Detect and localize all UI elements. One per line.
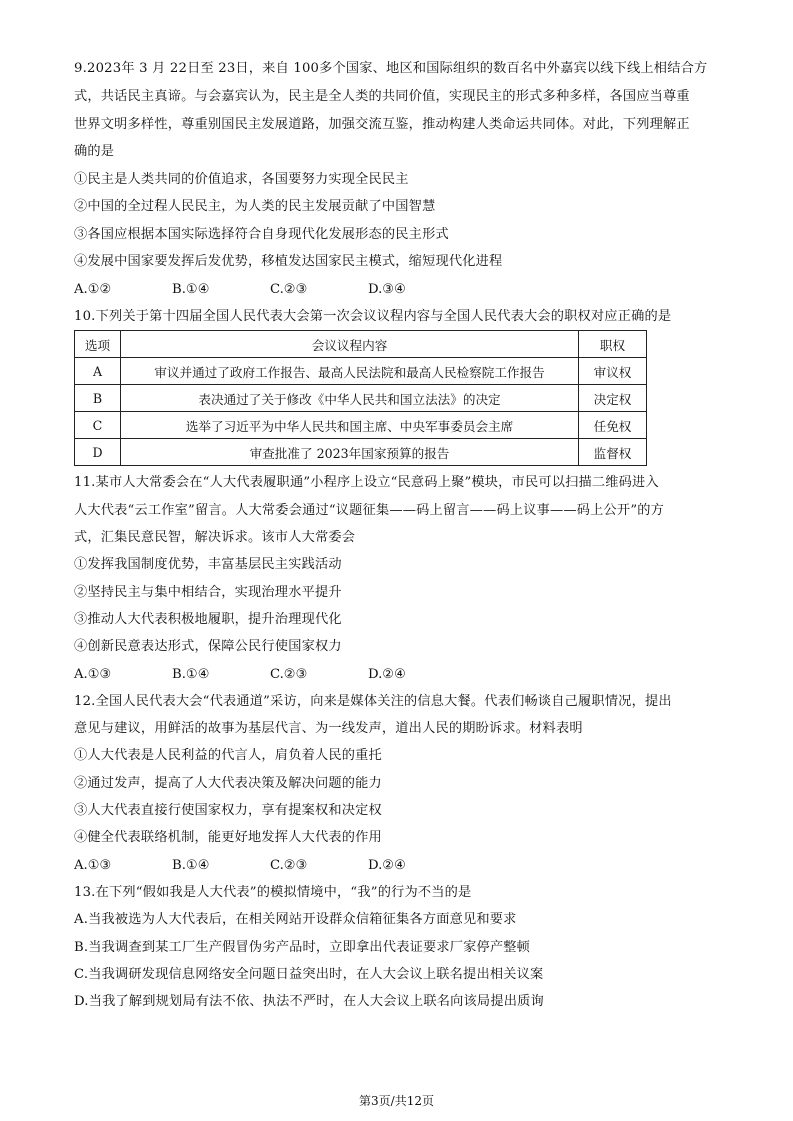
table-cell: 表决通过了关于修改《中华人民共和国立法法》的决定 [121,385,579,412]
table-cell: 决定权 [579,385,647,412]
q13-choice-c[interactable]: C.当我调研发现信息网络安全问题日益突出时，在人大会议上联名提出相关议案 [74,967,544,982]
q12-statement-3: ③人大代表直接行使国家权力，享有提案权和决定权 [74,803,382,818]
q11-stem-line-1: 11.某市人大常委会在“人大代表履职通”小程序上设立“民意码上聚”模块，市民可以扫描二维码进入 [74,475,659,490]
q13-choice-b[interactable]: B.当我调查到某工厂生产假冒伪劣产品时，立即拿出代表证要求厂家停产整顿 [74,940,531,955]
q12-options [74,857,466,875]
q11-statement-1: ①发挥我国制度优势，丰富基层民主实践活动 [74,557,342,572]
q13-choice-d[interactable]: D.当我了解到规划局有法不依、执法不严时，在人大会议上联名向该局提出质询 [74,994,544,1009]
table-header-cell: 选项 [75,331,121,358]
table-row[interactable] [75,439,647,466]
q13-stem: 13.在下列“假如我是人大代表”的模拟情境中，“我”的行为不当的是 [74,885,472,900]
q11-statement-2: ②坚持民主与集中相结合，实现治理水平提升 [74,585,342,600]
table-row[interactable] [75,358,647,385]
q11-statement-4: ④创新民意表达形式，保障公民行使国家权力 [74,639,342,654]
q9-option-a[interactable]: A.①② [74,282,112,297]
q13-choice-a[interactable]: A.当我被选为人大代表后，在相关网站开设群众信箱征集各方面意见和要求 [74,912,517,927]
table-cell: 任免权 [579,412,647,439]
q9-stem-line-4: 确的是 [74,144,115,159]
table-cell: 审议并通过了政府工作报告、最高人民法院和最高人民检察院工作报告 [121,358,579,385]
q9-option-c[interactable]: C.②③ [270,282,308,297]
table-cell: C [75,412,121,439]
q9-statement-2: ②中国的全过程人民民主，为人类的民主发展贡献了中国智慧 [74,199,436,214]
q9-statement-1: ①民主是人类共同的价值追求，各国要努力实现全民民主 [74,172,409,187]
q11-stem-line-3: 式，汇集民意民智，解决诉求。该市人大常委会 [74,530,356,545]
table-header-row [75,331,647,358]
q11-statement-3: ③推动人大代表积极地履职，提升治理现代化 [74,612,342,627]
q12-option-d[interactable]: D.②④ [368,858,406,873]
q11-option-a[interactable]: A.①③ [74,667,112,682]
q12-statement-4: ④健全代表联络机制，能更好地发挥人大代表的作用 [74,830,382,845]
q12-statement-1: ①人大代表是人民利益的代言人，肩负着人民的重托 [74,748,382,763]
q12-option-a[interactable]: A.①③ [74,858,112,873]
q11-option-d[interactable]: D.②④ [368,667,406,682]
q9-options [74,281,466,299]
q9-stem-line-2: 式，共话民主真谛。与会嘉宾认为，民主是全人类的共同价值，实现民主的形式多种多样，各国应当尊重 [74,89,690,104]
table-cell: B [75,385,121,412]
q9-option-d[interactable]: D.③④ [368,282,406,297]
table-cell: 审查批准了 2023年国家预算的报告 [121,439,579,466]
table-cell: A [75,358,121,385]
q10-table [74,330,647,466]
q11-option-c[interactable]: C.②③ [270,667,308,682]
q9-option-b[interactable]: B.①④ [172,282,210,297]
q12-stem-line-1: 12.全国人民代表大会“代表通道”采访，向来是媒体关注的信息大餐。代表们畅谈自己履职情况，提出 [74,694,672,709]
q9-statement-4: ④发展中国家要发挥后发优势，移植发达国家民主模式，缩短现代化进程 [74,254,503,269]
q12-option-b[interactable]: B.①④ [172,858,210,873]
table-cell: 监督权 [579,439,647,466]
table-header-cell: 职权 [579,331,647,358]
page-number: 第3页/共12页 [359,1094,434,1108]
table-cell: 审议权 [579,358,647,385]
q11-stem-line-2: 人大代表“云工作室”留言。人大常委会通过“议题征集——码上留言——码上议事——码上公开”的方 [74,503,665,518]
table-row[interactable] [75,412,647,439]
q10-stem: 10.下列关于第十四届全国人民代表大会第一次会议议程内容与全国人民代表大会的职权对应正确的是 [74,309,672,324]
q11-options [74,666,466,684]
q9-stem-line-3: 世界文明多样性，尊重别国民主发展道路，加强交流互鉴，推动构建人类命运共同体。对此，下列理解正 [74,117,690,132]
q9-statement-3: ③各国应根据本国实际选择符合自身现代化发展形态的民主形式 [74,227,449,242]
q12-statement-2: ②通过发声，提高了人大代表决策及解决问题的能力 [74,776,382,791]
table-cell: 选举了习近平为中华人民共和国主席、中央军事委员会主席 [121,412,579,439]
table-cell: D [75,439,121,466]
q11-option-b[interactable]: B.①④ [172,667,210,682]
q12-option-c[interactable]: C.②③ [270,858,308,873]
q12-stem-line-2: 意见与建议，用鲜活的故事为基层代言、为一线发声，道出人民的期盼诉求。材料表明 [74,721,583,736]
table-header-cell: 会议议程内容 [121,331,579,358]
q9-stem-line-1: 9.2023年 3 月 22日至 23日，来自 100多个国家、地区和国际组织的数百名中外嘉宾以线下线上相结合方 [74,61,708,76]
table-row[interactable] [75,385,647,412]
